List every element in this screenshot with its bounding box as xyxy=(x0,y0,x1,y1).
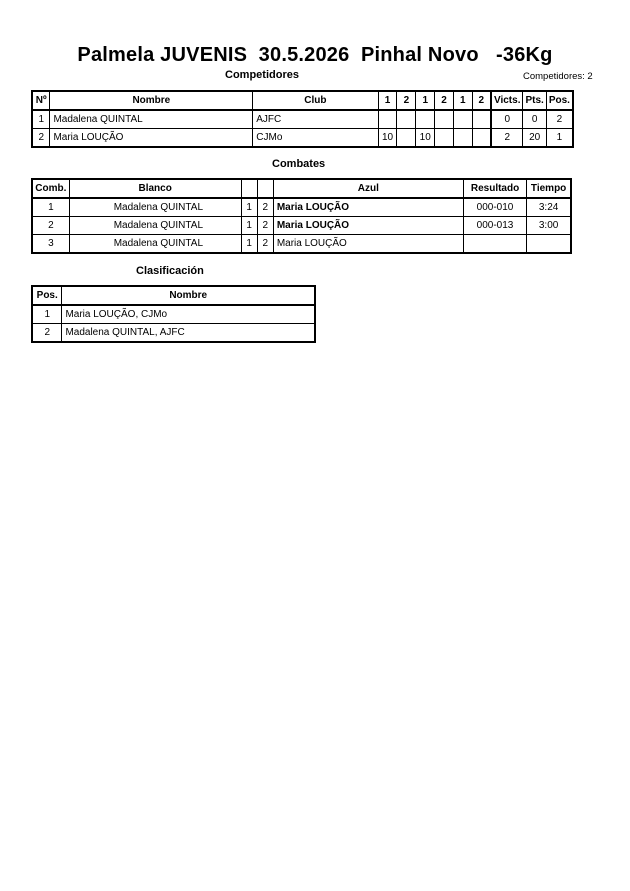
col-result-header: Resultado xyxy=(463,179,526,198)
col-position-header: Pos. xyxy=(32,286,62,305)
table-row xyxy=(32,305,315,324)
col-points-header: Pts. xyxy=(523,91,546,110)
round-score xyxy=(378,110,397,129)
competitor-name: Madalena QUINTAL xyxy=(50,110,253,129)
round-score xyxy=(472,110,491,129)
competitor-position: 2 xyxy=(546,110,573,129)
competitor-number: 1 xyxy=(32,110,50,129)
fight-blue-name: Maria LOUÇÃO xyxy=(273,217,463,235)
col-time-header: Tiempo xyxy=(527,179,571,198)
table-row xyxy=(32,324,315,343)
col-name-header: Nombre xyxy=(50,91,253,110)
col-number-header: Nº xyxy=(32,91,50,110)
fight-time xyxy=(527,235,571,254)
competitor-name: Maria LOUÇÃO xyxy=(50,129,253,148)
competitors-count: Competidores: 2 xyxy=(523,71,593,82)
table-row xyxy=(32,217,571,235)
round-score: 10 xyxy=(416,129,435,148)
fights-table xyxy=(31,178,572,254)
fight-blue-name: Maria LOUÇÃO xyxy=(273,198,463,217)
classification-name: Maria LOUÇÃO, CJMo xyxy=(62,305,315,324)
competitor-club: AJFC xyxy=(253,110,378,129)
round-score xyxy=(453,129,472,148)
competitor-victories: 0 xyxy=(491,110,523,129)
col-marker-header xyxy=(241,179,257,198)
fight-white-name: Madalena QUINTAL xyxy=(69,235,241,254)
col-marker-header xyxy=(257,179,273,198)
fight-result xyxy=(463,235,526,254)
col-blue-header: Azul xyxy=(273,179,463,198)
col-round-header: 1 xyxy=(416,91,435,110)
table-row xyxy=(32,129,573,148)
competitors-header-row xyxy=(32,91,573,110)
table-row xyxy=(32,235,571,254)
col-white-header: Blanco xyxy=(69,179,241,198)
classification-header-row xyxy=(32,286,315,305)
round-score xyxy=(453,110,472,129)
round-score xyxy=(435,110,454,129)
competitors-table xyxy=(31,90,574,148)
col-position-header: Pos. xyxy=(546,91,573,110)
fight-blue-name: Maria LOUÇÃO xyxy=(273,235,463,254)
round-score xyxy=(416,110,435,129)
fight-number: 1 xyxy=(32,198,69,217)
round-score: 10 xyxy=(378,129,397,148)
fight-result: 000-013 xyxy=(463,217,526,235)
competitor-points: 20 xyxy=(523,129,546,148)
col-round-header: 2 xyxy=(435,91,454,110)
fight-marker: 1 xyxy=(241,235,257,254)
classification-position: 1 xyxy=(32,305,62,324)
classification-position: 2 xyxy=(32,324,62,343)
table-row xyxy=(32,198,571,217)
fights-heading: Combates xyxy=(272,158,326,170)
competitor-club: CJMo xyxy=(253,129,378,148)
page-title: Palmela JUVENIS 30.5.2026 Pinhal Novo -36Kg xyxy=(77,44,553,66)
fight-marker: 1 xyxy=(241,217,257,235)
fights-header-row xyxy=(32,179,571,198)
round-score xyxy=(435,129,454,148)
competitor-victories: 2 xyxy=(491,129,523,148)
round-score xyxy=(397,129,416,148)
col-victories-header: Victs. xyxy=(491,91,523,110)
fight-white-name: Madalena QUINTAL xyxy=(69,198,241,217)
classification-table xyxy=(31,285,316,343)
fight-time: 3:24 xyxy=(527,198,571,217)
fight-number: 3 xyxy=(32,235,69,254)
fight-result: 000-010 xyxy=(463,198,526,217)
col-name-header: Nombre xyxy=(62,286,315,305)
classification-name: Madalena QUINTAL, AJFC xyxy=(62,324,315,343)
col-club-header: Club xyxy=(253,91,378,110)
competitor-position: 1 xyxy=(546,129,573,148)
col-round-header: 2 xyxy=(472,91,491,110)
round-score xyxy=(397,110,416,129)
fight-number: 2 xyxy=(32,217,69,235)
competitors-heading: Competidores xyxy=(225,69,299,81)
fight-marker: 2 xyxy=(257,235,273,254)
fight-marker: 2 xyxy=(257,198,273,217)
fight-white-name: Madalena QUINTAL xyxy=(69,217,241,235)
fight-marker: 1 xyxy=(241,198,257,217)
col-round-header: 1 xyxy=(378,91,397,110)
fight-time: 3:00 xyxy=(527,217,571,235)
classification-heading: Clasificación xyxy=(136,265,204,277)
col-fight-header: Comb. xyxy=(32,179,69,198)
competitor-number: 2 xyxy=(32,129,50,148)
table-row xyxy=(32,110,573,129)
col-round-header: 2 xyxy=(397,91,416,110)
round-score xyxy=(472,129,491,148)
col-round-header: 1 xyxy=(453,91,472,110)
fight-marker: 2 xyxy=(257,217,273,235)
competitor-points: 0 xyxy=(523,110,546,129)
